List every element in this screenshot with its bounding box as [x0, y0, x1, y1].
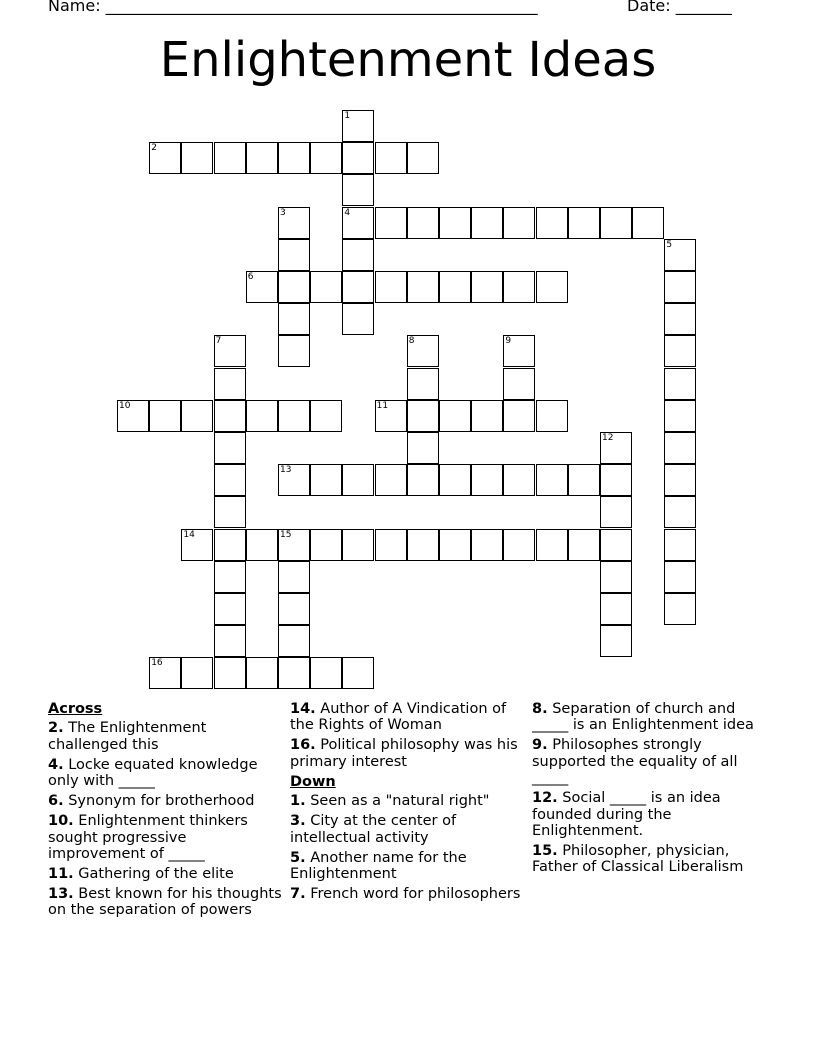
grid-cell[interactable] — [664, 400, 696, 432]
grid-cell[interactable] — [278, 657, 310, 689]
grid-cell[interactable] — [214, 400, 246, 432]
clue-text: Political philosophy was his primary interest — [290, 737, 518, 770]
grid-cell[interactable] — [278, 207, 310, 239]
grid-cell[interactable] — [503, 271, 535, 303]
grid-cell[interactable] — [407, 207, 439, 239]
clue-number: 6. — [48, 793, 64, 810]
grid-cell[interactable] — [536, 207, 568, 239]
clue-text: Best known for his thoughts on the separation of powers — [48, 886, 282, 919]
grid-cell[interactable] — [246, 657, 278, 689]
grid-cell[interactable] — [278, 303, 310, 335]
grid-cell[interactable] — [246, 529, 278, 561]
down-clue — [532, 790, 768, 839]
grid-cell[interactable] — [278, 239, 310, 271]
clue-text: Another name for the Enlightenment — [290, 849, 467, 883]
grid-cell[interactable] — [471, 207, 503, 239]
grid-cell[interactable] — [536, 271, 568, 303]
clue-text: Enlightenment thinkers sought progressive improvement of _____ — [48, 813, 248, 863]
grid-cell[interactable] — [246, 142, 278, 174]
grid-cell[interactable] — [214, 464, 246, 496]
clue-number: 16. — [290, 737, 316, 754]
across-clue — [290, 701, 526, 734]
across-clue — [48, 720, 284, 753]
grid-cell[interactable] — [214, 496, 246, 528]
grid-cell[interactable] — [342, 657, 374, 689]
grid-cell[interactable] — [214, 657, 246, 689]
down-clue — [290, 793, 526, 809]
grid-cell[interactable] — [471, 400, 503, 432]
grid-cell[interactable] — [664, 271, 696, 303]
grid-cell[interactable] — [664, 335, 696, 367]
across-clue — [48, 793, 284, 809]
grid-cell[interactable] — [632, 207, 664, 239]
cell-number: 13 — [280, 465, 292, 476]
grid-cell[interactable] — [536, 464, 568, 496]
grid-cell[interactable] — [664, 561, 696, 593]
clue-text: City at the center of intellectual activity — [290, 813, 457, 846]
grid-cell[interactable] — [600, 529, 632, 561]
cell-number: 10 — [119, 400, 131, 411]
across-heading: Across — [48, 701, 103, 717]
clue-number: 13. — [48, 886, 74, 903]
grid-cell[interactable] — [214, 142, 246, 174]
grid-cell[interactable] — [149, 142, 181, 174]
clue-text: Gathering of the elite — [73, 866, 234, 883]
down-heading: Down — [290, 773, 336, 790]
grid-cell[interactable] — [278, 593, 310, 625]
grid-cell[interactable] — [375, 400, 407, 432]
clue-text: Philosophes strongly supported the equality of all _____ — [532, 737, 738, 787]
grid-cell[interactable] — [664, 593, 696, 625]
grid-cell[interactable] — [600, 625, 632, 657]
cell-number: 2 — [151, 143, 157, 154]
grid-cell[interactable] — [407, 271, 439, 303]
clue-column-2 — [290, 701, 526, 906]
cell-number: 3 — [280, 207, 286, 218]
grid-cell[interactable] — [568, 464, 600, 496]
grid-cell[interactable] — [342, 529, 374, 561]
grid-cell[interactable] — [407, 335, 439, 367]
grid-cell[interactable] — [278, 625, 310, 657]
cell-number: 14 — [183, 529, 195, 540]
down-clue — [290, 850, 526, 883]
grid-cell[interactable] — [600, 593, 632, 625]
grid-cell[interactable] — [664, 496, 696, 528]
grid-cell[interactable] — [342, 207, 374, 239]
grid-cell[interactable] — [342, 110, 374, 142]
grid-cell[interactable] — [278, 529, 310, 561]
across-clue — [48, 866, 284, 882]
grid-cell[interactable] — [375, 207, 407, 239]
grid-cell[interactable] — [117, 400, 149, 432]
down-clue — [290, 886, 526, 902]
grid-cell[interactable] — [214, 529, 246, 561]
grid-cell[interactable] — [439, 400, 471, 432]
grid-cell[interactable] — [568, 529, 600, 561]
grid-cell[interactable] — [664, 464, 696, 496]
grid-cell[interactable] — [342, 142, 374, 174]
grid-cell[interactable] — [342, 174, 374, 206]
clue-text: Locke equated knowledge only with _____ — [48, 756, 258, 790]
cell-number: 4 — [344, 207, 351, 218]
grid-cell[interactable] — [310, 529, 342, 561]
grid-cell[interactable] — [664, 368, 696, 400]
clue-number: 15. — [532, 843, 558, 860]
down-clue — [532, 843, 768, 876]
cell-number: 7 — [215, 336, 222, 347]
grid-cell[interactable] — [278, 271, 310, 303]
cell-number: 11 — [376, 400, 389, 411]
clue-number: 4. — [48, 756, 64, 773]
cell-number: 8 — [408, 336, 415, 347]
clue-text: Social _____ is an idea founded during the Enlightenment. — [532, 790, 721, 840]
grid-cell[interactable] — [375, 142, 407, 174]
grid-cell[interactable] — [407, 529, 439, 561]
grid-cell[interactable] — [342, 239, 374, 271]
grid-cell[interactable] — [503, 207, 535, 239]
grid-cell[interactable] — [407, 432, 439, 464]
grid-cell[interactable] — [503, 529, 535, 561]
grid-cell[interactable] — [214, 368, 246, 400]
grid-cell[interactable] — [600, 207, 632, 239]
grid-cell[interactable] — [664, 432, 696, 464]
grid-cell[interactable] — [342, 271, 374, 303]
grid-cell[interactable] — [503, 335, 535, 367]
clue-text: Author of A Vindication of the Rights of Woman — [290, 701, 507, 734]
clue-text: Seen as a "natural right" — [305, 793, 490, 810]
clue-text: The Enlightenment challenged this — [48, 720, 207, 753]
grid-cell[interactable] — [600, 561, 632, 593]
grid-cell[interactable] — [310, 400, 342, 432]
grid-cell[interactable] — [310, 142, 342, 174]
grid-cell[interactable] — [214, 625, 246, 657]
clue-number: 1. — [290, 793, 306, 810]
clue-number: 3. — [290, 813, 306, 830]
grid-cell[interactable] — [503, 464, 535, 496]
grid-cell[interactable] — [181, 657, 213, 689]
across-clue — [48, 757, 284, 790]
grid-cell[interactable] — [536, 529, 568, 561]
grid-cell[interactable] — [214, 432, 246, 464]
grid-cell[interactable] — [149, 657, 181, 689]
across-clue — [48, 886, 284, 919]
grid-cell[interactable] — [214, 335, 246, 367]
cell-number: 9 — [505, 336, 512, 347]
cell-number: 15 — [280, 529, 292, 540]
cell-number: 5 — [666, 239, 673, 250]
grid-cell[interactable] — [664, 303, 696, 335]
grid-cell[interactable] — [568, 207, 600, 239]
grid-cell[interactable] — [375, 271, 407, 303]
grid-cell[interactable] — [503, 400, 535, 432]
grid-cell[interactable] — [664, 239, 696, 271]
date-field-label: Date: _______ — [627, 0, 732, 15]
name-field-label: Name: ______________________________________________________ — [48, 0, 538, 15]
clue-number: 11. — [48, 866, 74, 883]
clue-column-1 — [48, 701, 284, 922]
clue-number: 14. — [290, 701, 316, 717]
clue-column-3 — [532, 701, 768, 879]
puzzle-title: Enlightenment Ideas — [159, 32, 657, 88]
grid-cell[interactable] — [278, 561, 310, 593]
down-clue — [290, 813, 526, 846]
grid-cell[interactable] — [246, 271, 278, 303]
grid-cell[interactable] — [407, 142, 439, 174]
grid-cell[interactable] — [375, 464, 407, 496]
grid-cell[interactable] — [439, 529, 471, 561]
cell-number: 16 — [151, 658, 163, 669]
clue-number: 12. — [532, 790, 558, 807]
grid-cell[interactable] — [310, 271, 342, 303]
grid-cell[interactable] — [439, 464, 471, 496]
clue-text: Synonym for brotherhood — [63, 793, 255, 810]
grid-cell[interactable] — [375, 529, 407, 561]
grid-cell[interactable] — [214, 593, 246, 625]
grid-cell[interactable] — [439, 207, 471, 239]
down-clue — [532, 701, 768, 734]
grid-cell[interactable] — [310, 657, 342, 689]
grid-cell[interactable] — [471, 271, 503, 303]
clue-number: 10. — [48, 813, 74, 830]
grid-cell[interactable] — [536, 400, 568, 432]
grid-cell[interactable] — [278, 400, 310, 432]
grid-cell[interactable] — [181, 142, 213, 174]
grid-cell[interactable] — [278, 335, 310, 367]
grid-cell[interactable] — [278, 464, 310, 496]
clue-text: Separation of church and _____ is an Enlightenment idea — [532, 701, 754, 734]
clue-text: Philosopher, physician, Father of Classical Liberalism — [532, 843, 744, 876]
grid-cell[interactable] — [439, 271, 471, 303]
grid-cell[interactable] — [600, 464, 632, 496]
grid-cell[interactable] — [246, 400, 278, 432]
cell-number: 6 — [247, 272, 254, 282]
grid-cell[interactable] — [149, 400, 181, 432]
grid-cell[interactable] — [600, 496, 632, 528]
grid-cell[interactable] — [471, 529, 503, 561]
grid-cell[interactable] — [471, 464, 503, 496]
cell-number: 1 — [344, 111, 351, 121]
clue-text: French word for philosophers — [305, 886, 521, 903]
grid-cell[interactable] — [664, 529, 696, 561]
grid-cell[interactable] — [214, 561, 246, 593]
grid-cell[interactable] — [342, 464, 374, 496]
grid-cell[interactable] — [181, 400, 213, 432]
clue-number: 5. — [290, 849, 306, 866]
grid-cell[interactable] — [407, 368, 439, 400]
clue-number: 9. — [532, 737, 548, 754]
grid-cell[interactable] — [181, 529, 213, 561]
grid-cell[interactable] — [503, 368, 535, 400]
down-clue — [532, 737, 768, 786]
clue-number: 2. — [48, 720, 64, 737]
grid-cell[interactable] — [278, 142, 310, 174]
across-clue — [290, 737, 526, 770]
across-clue — [48, 813, 284, 862]
clue-number: 7. — [290, 886, 306, 903]
clue-number: 8. — [532, 701, 548, 717]
cell-number: 12 — [602, 433, 614, 443]
grid-cell[interactable] — [407, 464, 439, 496]
grid-cell[interactable] — [342, 303, 374, 335]
grid-cell[interactable] — [600, 432, 632, 464]
grid-cell[interactable] — [407, 400, 439, 432]
grid-cell[interactable] — [310, 464, 342, 496]
